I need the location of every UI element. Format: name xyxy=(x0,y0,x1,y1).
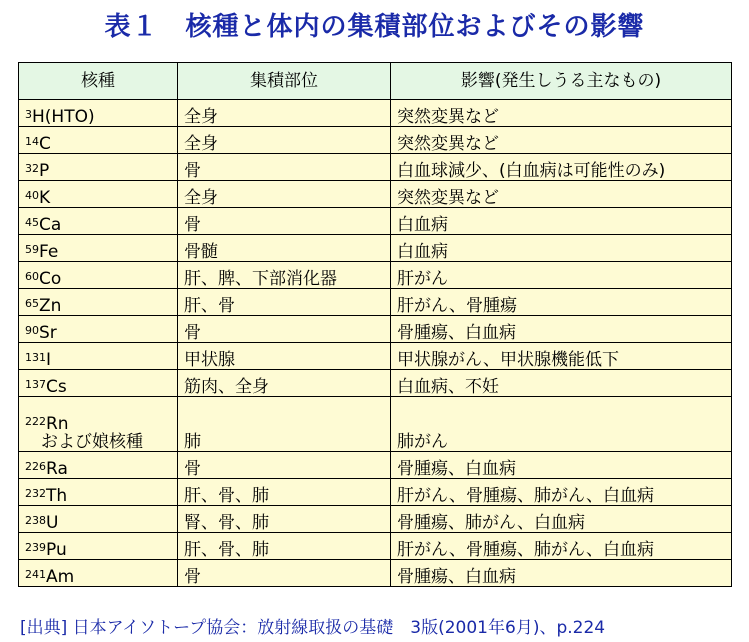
mass-number: 238 xyxy=(25,514,46,527)
effect-cell: 骨腫瘍、白血病 xyxy=(391,316,732,343)
element-symbol: Fe xyxy=(39,242,59,262)
nuclide-cell xyxy=(19,154,178,181)
table-row xyxy=(19,289,732,316)
site-cell: 肝、骨、肺 xyxy=(178,479,391,506)
element-symbol: Co xyxy=(39,269,62,289)
element-symbol: C xyxy=(39,134,51,154)
nuclide-cell xyxy=(19,127,178,154)
mass-number: 222 xyxy=(25,415,46,428)
nuclide-cell xyxy=(19,181,178,208)
effect-cell: 肝がん、骨腫瘍 xyxy=(391,289,732,316)
nuclide-cell xyxy=(19,316,178,343)
element-symbol: Am xyxy=(46,567,75,587)
table-row xyxy=(19,479,732,506)
table-row xyxy=(19,560,732,587)
nuclide-cell xyxy=(19,343,178,370)
site-cell: 腎、骨、肺 xyxy=(178,506,391,533)
element-symbol: Ra xyxy=(46,459,68,479)
effect-cell: 突然変異など xyxy=(391,100,732,127)
source-citation: [出典] 日本アイソトープ協会：放射線取扱の基礎 3版(2001年6月)、p.224 xyxy=(20,618,606,638)
nuclide-cell xyxy=(19,370,178,397)
site-cell: 全身 xyxy=(178,127,391,154)
header-site: 集積部位 xyxy=(178,63,391,100)
site-cell: 骨 xyxy=(178,452,391,479)
table-row xyxy=(19,397,732,452)
mass-number: 3 xyxy=(25,108,32,121)
element-symbol: Sr xyxy=(39,323,57,343)
effect-cell: 甲状腺がん、甲状腺機能低下 xyxy=(391,343,732,370)
table-row xyxy=(19,533,732,560)
nuclide-cell xyxy=(19,397,178,452)
element-symbol: I xyxy=(46,350,52,370)
effect-cell: 肺がん xyxy=(391,397,732,452)
effect-cell: 白血病 xyxy=(391,208,732,235)
table-row xyxy=(19,370,732,397)
site-cell: 骨 xyxy=(178,560,391,587)
nuclide-cell xyxy=(19,452,178,479)
table-row xyxy=(19,316,732,343)
effect-cell: 白血病 xyxy=(391,235,732,262)
table-row xyxy=(19,100,732,127)
site-cell: 骨 xyxy=(178,316,391,343)
table-row xyxy=(19,343,732,370)
table-row xyxy=(19,262,732,289)
nuclide-cell xyxy=(19,506,178,533)
nuclide-cell xyxy=(19,289,178,316)
effect-cell: 白血球減少、(白血病は可能性のみ) xyxy=(391,154,732,181)
mass-number: 239 xyxy=(25,541,46,554)
table-row xyxy=(19,154,732,181)
mass-number: 14 xyxy=(25,135,39,148)
element-symbol: K xyxy=(39,188,51,208)
effect-cell: 骨腫瘍、白血病 xyxy=(391,560,732,587)
element-symbol: Cs xyxy=(46,377,67,397)
effect-cell: 突然変異など xyxy=(391,127,732,154)
mass-number: 65 xyxy=(25,297,39,310)
effect-cell: 骨腫瘍、白血病 xyxy=(391,452,732,479)
page-title: 表１ 核種と体内の集積部位およびその影響 xyxy=(104,12,645,42)
table-row xyxy=(19,235,732,262)
mass-number: 232 xyxy=(25,487,46,500)
site-cell: 甲状腺 xyxy=(178,343,391,370)
element-symbol: U xyxy=(46,513,59,533)
effect-cell: 肝がん、骨腫瘍、肺がん、白血病 xyxy=(391,479,732,506)
element-symbol: Zn xyxy=(39,296,62,316)
nuclide-cell xyxy=(19,560,178,587)
effect-cell: 骨腫瘍、肺がん、白血病 xyxy=(391,506,732,533)
site-cell: 骨髄 xyxy=(178,235,391,262)
table-row xyxy=(19,181,732,208)
table-row xyxy=(19,208,732,235)
element-symbol: Rn xyxy=(46,414,69,434)
mass-number: 241 xyxy=(25,568,46,581)
table-row xyxy=(19,506,732,533)
mass-number: 32 xyxy=(25,162,39,175)
element-symbol: Pu xyxy=(46,540,67,560)
table-body xyxy=(19,100,732,587)
mass-number: 40 xyxy=(25,189,39,202)
element-symbol: Ca xyxy=(39,215,62,235)
nuclide-cell xyxy=(19,533,178,560)
site-cell: 骨 xyxy=(178,154,391,181)
nuclide-cell xyxy=(19,208,178,235)
site-cell: 全身 xyxy=(178,100,391,127)
effect-cell: 突然変異など xyxy=(391,181,732,208)
effect-cell: 肝がん、骨腫瘍、肺がん、白血病 xyxy=(391,533,732,560)
element-symbol: H(HTO) xyxy=(32,107,95,127)
site-cell: 肝、脾、下部消化器 xyxy=(178,262,391,289)
mass-number: 90 xyxy=(25,324,39,337)
nuclide-table xyxy=(18,62,732,587)
nuclide-cell xyxy=(19,479,178,506)
element-symbol: P xyxy=(39,161,50,181)
mass-number: 131 xyxy=(25,351,46,364)
site-cell: 全身 xyxy=(178,181,391,208)
table-header-row xyxy=(19,63,732,100)
nuclide-cell xyxy=(19,235,178,262)
site-cell: 肺 xyxy=(178,397,391,452)
header-nuclide: 核種 xyxy=(19,63,178,100)
nuclide-note: および娘核種 xyxy=(41,432,143,452)
mass-number: 45 xyxy=(25,216,39,229)
mass-number: 226 xyxy=(25,460,46,473)
site-cell: 骨 xyxy=(178,208,391,235)
mass-number: 60 xyxy=(25,270,39,283)
table-row xyxy=(19,127,732,154)
site-cell: 筋肉、全身 xyxy=(178,370,391,397)
nuclide-cell xyxy=(19,262,178,289)
site-cell: 肝、骨 xyxy=(178,289,391,316)
element-symbol: Th xyxy=(46,486,68,506)
effect-cell: 肝がん xyxy=(391,262,732,289)
header-effect: 影響(発生しうる主なもの) xyxy=(391,63,732,100)
table-row xyxy=(19,452,732,479)
nuclide-cell xyxy=(19,100,178,127)
mass-number: 137 xyxy=(25,378,46,391)
effect-cell: 白血病、不妊 xyxy=(391,370,732,397)
mass-number: 59 xyxy=(25,243,39,256)
site-cell: 肝、骨、肺 xyxy=(178,533,391,560)
